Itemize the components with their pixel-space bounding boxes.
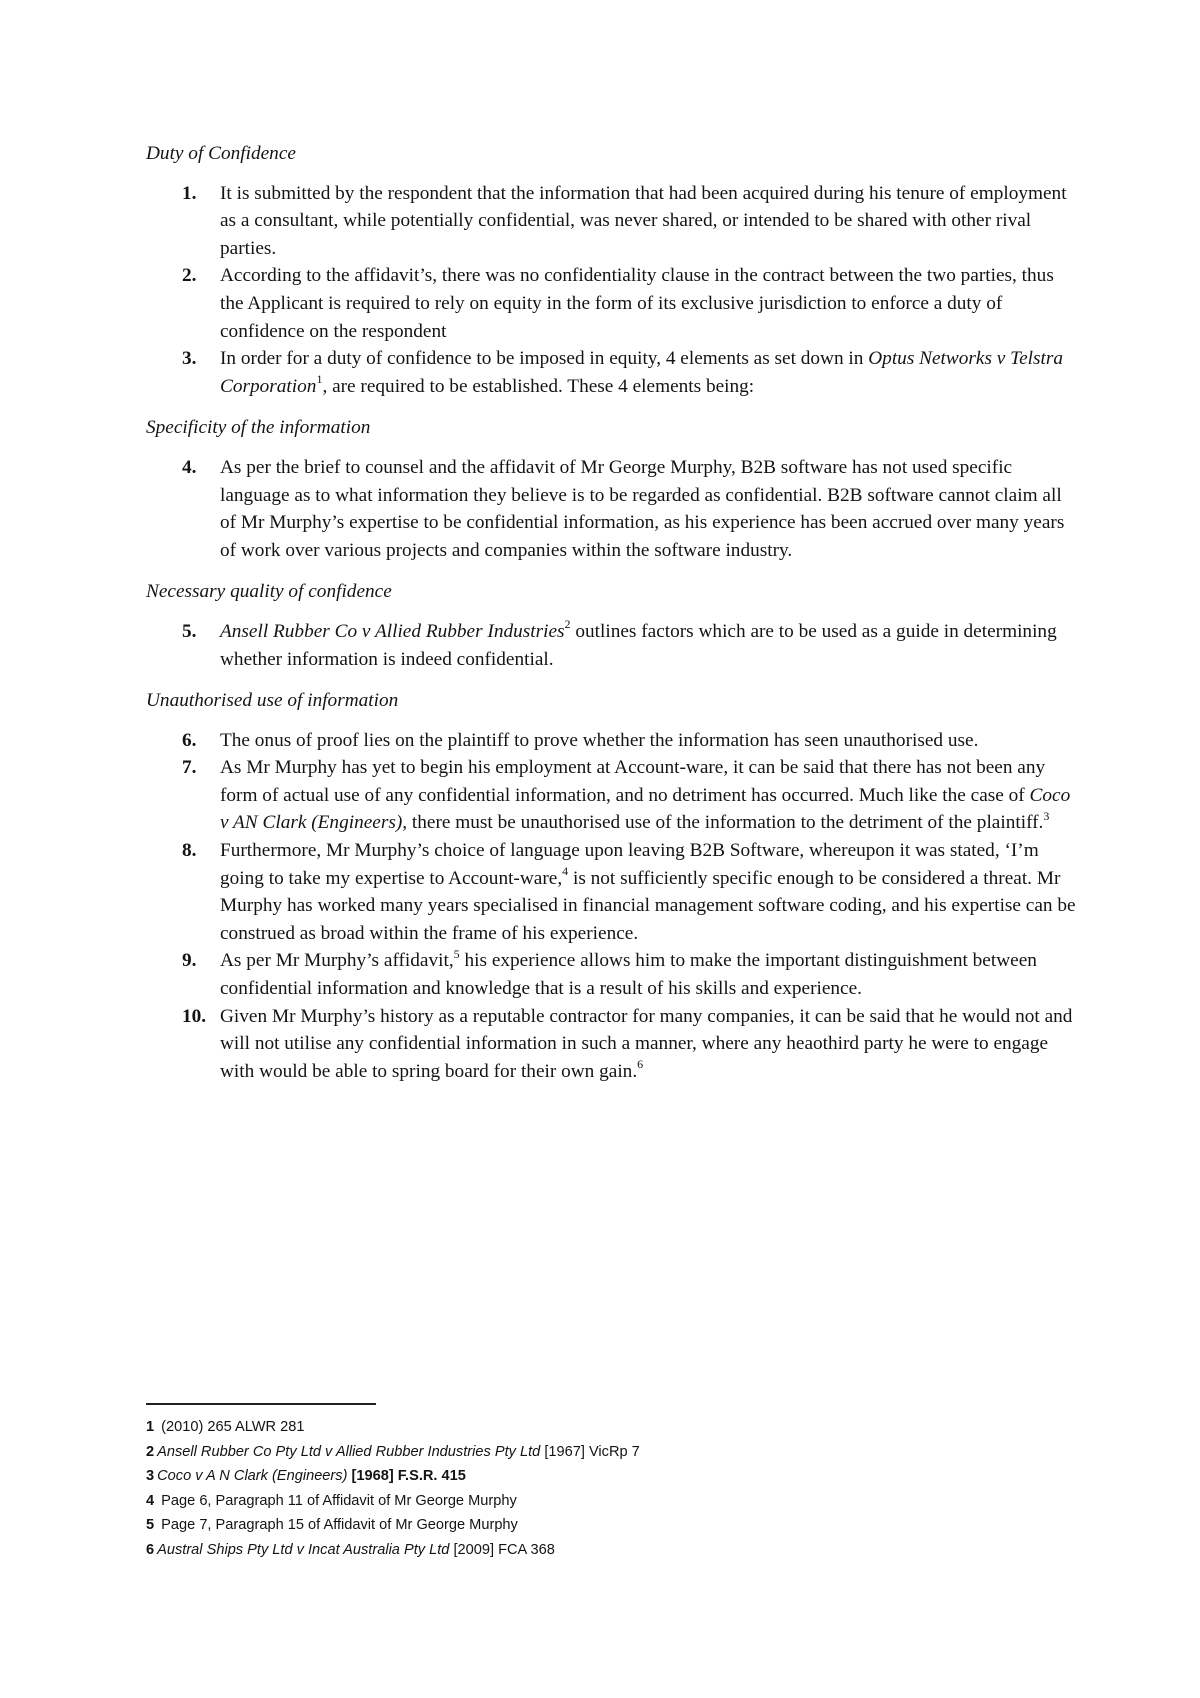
footnote-ref: 3 [1043, 809, 1050, 824]
item-number: 8. [182, 840, 197, 862]
footnote-case: Ansell Rubber Co Pty Ltd v Allied Rubber Industries Pty Ltd [157, 1443, 541, 1460]
footnote-number: 1 [146, 1419, 155, 1435]
footnote-number: 6 [146, 1541, 155, 1558]
footnote [146, 1538, 640, 1563]
footnote-ref: 4 [562, 864, 569, 879]
footnote-case: Coco v A N Clark (Engineers) [157, 1468, 348, 1485]
numbered-list [146, 180, 1076, 401]
footnote-ref: 6 [637, 1057, 644, 1072]
footnote-number: 3 [146, 1468, 155, 1485]
item-text: outlines factors which are to be used as a guide in determining whether information is indeed confidential. [220, 620, 1057, 670]
item-text: The onus of proof lies on the plaintiff to prove whether the information has seen unauthorised use. [220, 729, 979, 751]
footnote-citation: [1968] F.S.R. 415 [347, 1468, 466, 1485]
numbered-list [146, 618, 1076, 673]
case-citation: Optus Networks v Telstra Corporation [220, 348, 1064, 397]
list-item [146, 1003, 1076, 1086]
case-citation: Coco v AN Clark (Engineers), [220, 784, 1071, 834]
list-item [146, 345, 1076, 400]
footnote [146, 1489, 640, 1514]
list-item [146, 837, 1076, 947]
footnote-text: Page 7, Paragraph 15 of Affidavit of Mr George Murphy [157, 1517, 518, 1534]
item-text: As Mr Murphy has yet to begin his employment at Account-ware, it can be said that there has not been any form of actual use of any confidential information, and no detriment has occurred. Much like the case of [220, 757, 1046, 806]
footnote-number: 5 [146, 1517, 155, 1534]
item-text: there must be unauthorised use of the information to the detriment of the plaintiff. [407, 812, 1044, 834]
footnote [146, 1464, 640, 1489]
footnote-text: Page 6, Paragraph 11 of Affidavit of Mr George Murphy [157, 1492, 517, 1509]
footnote [146, 1440, 640, 1465]
list-item [146, 947, 1076, 1002]
list-item [146, 727, 1076, 755]
footnote-ref: 5 [453, 947, 460, 962]
list-item [146, 180, 1076, 263]
list-item [146, 454, 1076, 564]
item-number: 2. [182, 265, 197, 287]
footnote-number: 4 [146, 1492, 155, 1509]
item-number: 7. [182, 757, 197, 779]
footnote-text: [1967] VicRp 7 [540, 1443, 640, 1460]
case-citation: Ansell Rubber Co v Allied Rubber Industries [220, 620, 565, 642]
item-text: As per Mr Murphy’s affidavit, [220, 950, 454, 972]
section-heading-unauthorised-use: Unauthorised use of information [146, 690, 399, 712]
footnote [146, 1513, 640, 1538]
footnote-ref: 2 [564, 617, 571, 632]
footnotes [146, 1415, 640, 1563]
item-text: is not sufficiently specific enough to be considered a threat. Mr Murphy has worked many years specialised in financial management software coding, and his expertise can be construed as broad within the frame of his experience. [220, 867, 1076, 944]
item-number: 5. [182, 620, 197, 642]
item-text: Furthermore, Mr Murphy’s choice of language upon leaving B2B Software, whereupon it was stated, ‘I’m going to take my expertise to Account-ware, [220, 840, 1039, 889]
document-body [146, 140, 1076, 1099]
section-heading-necessary-quality: Necessary quality of confidence [146, 581, 392, 603]
list-item [146, 754, 1076, 837]
numbered-list [146, 454, 1076, 564]
item-text: , are required to be established. These 4 elements being: [322, 375, 755, 397]
footnote-text: (2010) 265 ALWR 281 [157, 1419, 305, 1435]
item-text: According to the affidavit’s, there was no confidentiality clause in the contract between the two parties, thus the Applicant is required to rely on equity in the form of its exclusive jurisdiction to enforce a duty of confidence on the respondent [220, 265, 1054, 342]
item-text: As per the brief to counsel and the affidavit of Mr George Murphy, B2B software has not used specific language as to what information they believe is to be regarded as confidential. B2B software cannot claim all of Mr Murphy’s expertise to be confidential information, as his experience has been accrued over many years of work over various projects and companies within the software industry. [220, 456, 1065, 561]
footnote-ref: 1 [316, 372, 323, 387]
footnote [146, 1415, 640, 1440]
item-text: his experience allows him to make the important distinguishment between confidential information and knowledge that is a result of his skills and experience. [220, 950, 1037, 1000]
item-number: 9. [182, 950, 197, 972]
item-text: Given Mr Murphy’s history as a reputable contractor for many companies, it can be said that he would not and will not utilise any confidential information in such a manner, where any heaothird party he were to engage with would be able to spring board for their own gain. [220, 1005, 1073, 1082]
list-item [146, 262, 1076, 345]
footnote-number: 2 [146, 1443, 155, 1460]
section-heading-duty-of-confidence: Duty of Confidence [146, 143, 296, 164]
list-item [146, 618, 1076, 673]
footnote-text: [2009] FCA 368 [449, 1541, 555, 1558]
item-number: 6. [182, 729, 197, 751]
section-heading-specificity: Specificity of the information [146, 417, 371, 439]
footnote-separator [146, 1403, 376, 1405]
item-number: 4. [182, 456, 197, 478]
item-text: In order for a duty of confidence to be imposed in equity, 4 elements as set down in [220, 348, 869, 370]
item-number: 1. [182, 182, 197, 204]
item-text: It is submitted by the respondent that the information that had been acquired during his tenure of employment as a consultant, while potentially confidential, was never shared, or intended to be shared with other rival parties. [220, 182, 1067, 259]
item-number: 10. [182, 1005, 207, 1027]
footnote-case: Austral Ships Pty Ltd v Incat Australia Pty Ltd [157, 1541, 450, 1558]
numbered-list [146, 727, 1076, 1086]
item-number: 3. [182, 348, 197, 370]
